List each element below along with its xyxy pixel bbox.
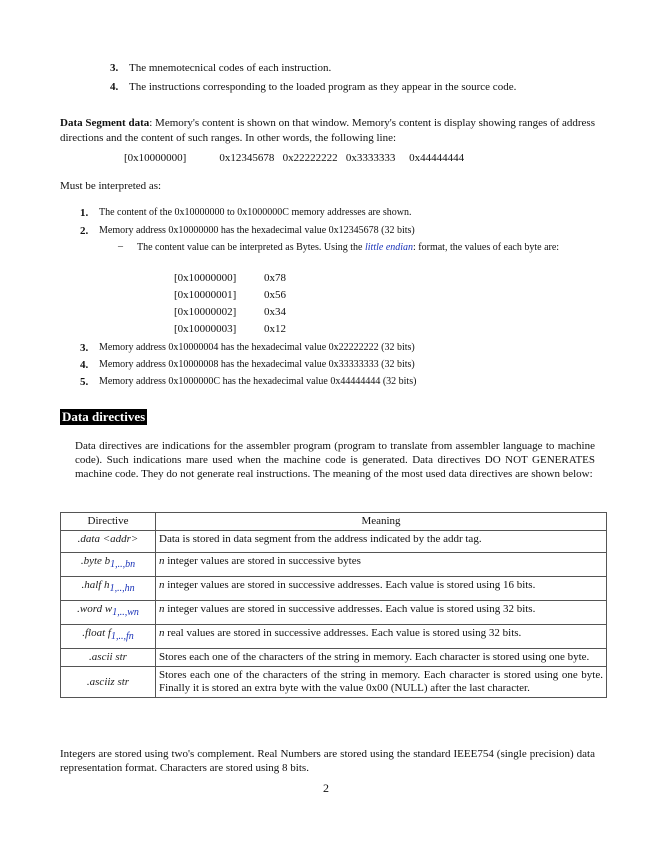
directive-sub: 1,..,bn bbox=[110, 559, 136, 570]
list-text: Memory address 0x10000008 has the hexadecimal value 0x33333333 (32 bits) bbox=[99, 359, 415, 370]
directive-cell bbox=[61, 553, 156, 577]
list-number: 3. bbox=[80, 342, 89, 354]
footer-paragraph: Integers are stored using two's complement. Real Numbers are stored using the standard IEEE754 (single precision) data representation format. Characters are stored using 8 bits. bbox=[60, 748, 595, 774]
list-number: 4. bbox=[110, 81, 119, 93]
segment-example-line: [0x10000000] 0x12345678 0x22222222 0x3333333 0x44444444 bbox=[124, 152, 465, 164]
bytes-note-pre: The content value can be interpreted as Bytes. Using the bbox=[137, 242, 365, 253]
table-row bbox=[61, 553, 607, 577]
little-endian-link[interactable]: little endian bbox=[364, 242, 414, 253]
meaning-text: real values are stored in successive addresses. Each value is stored using 32 bits. bbox=[164, 627, 522, 639]
byte-row bbox=[174, 272, 286, 284]
meaning-text: Stores each one of the characters of the string in memory. Each character is stored using one byte. Finally it is stored an extra byte with the value 0x00 (NULL) after the last character. bbox=[159, 669, 603, 694]
list-text: Memory address 0x10000000 has the hexadecimal value 0x12345678 (32 bits) bbox=[99, 225, 415, 236]
list-text: Memory address 0x10000004 has the hexadecimal value 0x22222222 (32 bits) bbox=[99, 342, 415, 353]
directives-table bbox=[60, 512, 607, 698]
meaning-text: integer values are stored in successive addresses. Each value is stored using 32 bits. bbox=[164, 603, 536, 615]
directive-cell bbox=[61, 667, 156, 698]
byte-val: 0x34 bbox=[264, 306, 286, 318]
byte-val: 0x12 bbox=[264, 323, 286, 335]
table-row bbox=[61, 577, 607, 601]
byte-addr: [0x10000000] bbox=[174, 272, 237, 284]
meaning-cell bbox=[156, 531, 607, 553]
directive-cell bbox=[61, 625, 156, 649]
directive-sub: 1,..,wn bbox=[112, 607, 139, 618]
table-row bbox=[61, 625, 607, 649]
directive-name: .word w bbox=[77, 603, 113, 615]
directive-cell bbox=[61, 601, 156, 625]
byte-val: 0x78 bbox=[264, 272, 286, 284]
meaning-text: Stores each one of the characters of the string in memory. Each character is stored using one byte. bbox=[159, 651, 590, 663]
directive-cell bbox=[61, 577, 156, 601]
meaning-cell bbox=[156, 625, 607, 649]
directive-name: .float f bbox=[82, 627, 111, 639]
table-header-row bbox=[61, 513, 607, 531]
header-directive: Directive bbox=[61, 513, 156, 531]
list-number: 5. bbox=[80, 376, 89, 388]
byte-addr: [0x10000002] bbox=[174, 306, 237, 318]
meaning-text: Data is stored in data segment from the address indicated by the addr tag. bbox=[159, 533, 482, 545]
header-meaning: Meaning bbox=[156, 513, 607, 531]
meaning-lead: n bbox=[159, 555, 165, 567]
meaning-text: integer values are stored in successive addresses. Each value is stored using 16 bits. bbox=[164, 579, 536, 591]
bytes-note-post: : format, the values of each byte are: bbox=[413, 242, 560, 253]
segment-bold-label: Data Segment data bbox=[60, 117, 150, 129]
byte-row bbox=[174, 289, 286, 301]
list-number: 1. bbox=[80, 207, 89, 219]
list-text: The instructions corresponding to the loaded program as they appear in the source code. bbox=[129, 81, 517, 93]
directive-sub: 1,..,hn bbox=[109, 583, 135, 594]
meaning-cell bbox=[156, 601, 607, 625]
directive-name: .ascii str bbox=[89, 651, 127, 663]
list-text: The content of the 0x10000000 to 0x1000000C memory addresses are shown. bbox=[99, 207, 412, 218]
meaning-cell bbox=[156, 649, 607, 667]
section-heading: Data directives bbox=[62, 409, 146, 424]
table-row bbox=[61, 667, 607, 698]
meaning-lead: n bbox=[159, 627, 165, 639]
directive-name: .asciiz str bbox=[86, 675, 130, 688]
page-number: 2 bbox=[323, 781, 329, 795]
directive-name: .data <addr> bbox=[77, 533, 139, 545]
list-text: Memory address 0x1000000C has the hexadecimal value 0x44444444 (32 bits) bbox=[99, 376, 417, 387]
meaning-cell bbox=[156, 553, 607, 577]
segment-text: : Memory's content is shown on that window. Memory's content is display showing ranges of address directions and the content of such ranges. In other words, the following line: bbox=[60, 117, 595, 144]
table-row bbox=[61, 649, 607, 667]
directive-cell bbox=[61, 531, 156, 553]
meaning-lead: n bbox=[159, 603, 165, 615]
byte-val: 0x56 bbox=[264, 289, 286, 301]
list-text: The mnemotecnical codes of each instruction. bbox=[129, 62, 332, 74]
bytes-note-dash: – bbox=[118, 241, 123, 252]
byte-row bbox=[174, 323, 286, 335]
directive-name: .half h bbox=[81, 579, 110, 591]
byte-addr: [0x10000003] bbox=[174, 323, 237, 335]
directive-sub: 1,..,fn bbox=[110, 631, 134, 642]
meaning-cell bbox=[156, 667, 607, 698]
list-number: 2. bbox=[80, 225, 89, 237]
meaning-lead: n bbox=[159, 579, 165, 591]
list-number: 3. bbox=[110, 62, 119, 74]
segment-paragraph bbox=[60, 116, 595, 146]
table-row bbox=[61, 531, 607, 553]
byte-addr: [0x10000001] bbox=[174, 289, 237, 301]
directive-name: .byte b bbox=[80, 555, 111, 567]
directives-intro: Data directives are indications for the assembler program (program to translate from assembler language to machine code). Such indications mare used when the machine code is generated. Data directives DO NOT GENERATES machine code. They do not generate real instructions. The meaning of the most used data directives are shown below: bbox=[75, 440, 595, 480]
table-row bbox=[61, 601, 607, 625]
meaning-text: integer values are stored in successive bytes bbox=[164, 555, 361, 567]
byte-row bbox=[174, 306, 286, 318]
directive-cell bbox=[61, 649, 156, 667]
list-number: 4. bbox=[80, 359, 89, 371]
meaning-cell bbox=[156, 577, 607, 601]
segment-interpret: Must be interpreted as: bbox=[60, 180, 162, 192]
bytes-note bbox=[137, 241, 595, 254]
